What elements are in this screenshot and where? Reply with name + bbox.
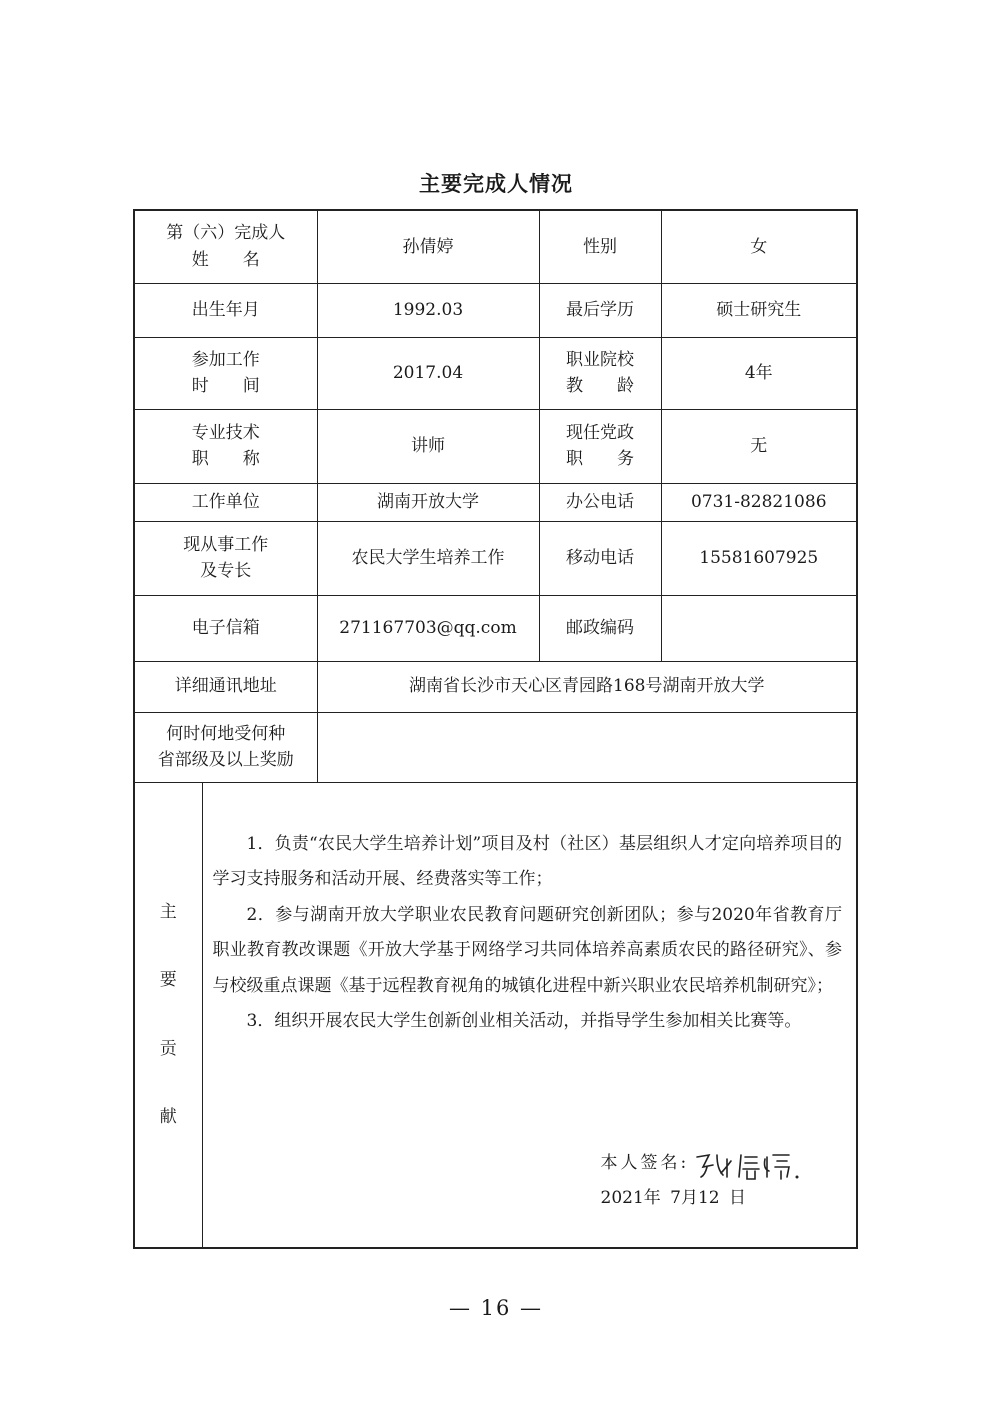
awards-value — [317, 712, 857, 782]
postcode-value — [661, 595, 857, 661]
completer-info-table — [133, 209, 858, 1249]
completer-name-label: 第（六）完成人 姓 名 — [134, 210, 317, 283]
page-number: — 16 — — [448, 1296, 544, 1320]
contribution-item: 3．组织开展农民大学生创新创业相关活动，并指导学生参加相关比赛等。 — [246, 1011, 802, 1031]
teaching-years-label: 职业院校 教 龄 — [539, 337, 661, 409]
table-row — [134, 712, 857, 782]
table-row — [134, 483, 857, 521]
education-label: 最后学历 — [539, 283, 661, 337]
table-row — [134, 595, 857, 661]
work-start-value: 2017.04 — [317, 337, 539, 409]
contribution-item: 2．参与湖南开放大学职业农民教育问题研究创新团队；参与2020年省教育厅职业教育教改课题《开放大学基于网络学习共同体培养高素质农民的路径研究》、参与校级重点课题《基于远程教育视角的城镇化进程中新兴职业农民培养机制研究》； — [212, 904, 842, 996]
party-position-value: 无 — [661, 409, 857, 483]
signature-line — [601, 1147, 804, 1181]
birth-label: 出生年月 — [134, 283, 317, 337]
employer-label: 工作单位 — [134, 483, 317, 521]
address-value: 湖南省长沙市天心区青园路168号湖南开放大学 — [317, 661, 857, 712]
gender-value: 女 — [661, 210, 857, 283]
current-work-value: 农民大学生培养工作 — [317, 521, 539, 595]
work-start-label: 参加工作 时 间 — [134, 337, 317, 409]
mobile-label: 移动电话 — [539, 521, 661, 595]
contribution-label: 主 要 贡 献 — [134, 782, 202, 1248]
employer-value: 湖南开放大学 — [317, 483, 539, 521]
page-title: 主要完成人情况 — [419, 172, 573, 196]
professional-title-value: 讲师 — [317, 409, 539, 483]
mobile-value: 15581607925 — [661, 521, 857, 595]
gender-label: 性别 — [539, 210, 661, 283]
table-row — [134, 521, 857, 595]
birth-value: 1992.03 — [317, 283, 539, 337]
postcode-label: 邮政编码 — [539, 595, 661, 661]
office-phone-label: 办公电话 — [539, 483, 661, 521]
email-label: 电子信箱 — [134, 595, 317, 661]
table-row — [134, 409, 857, 483]
party-position-label: 现任党政 职 务 — [539, 409, 661, 483]
current-work-label: 现从事工作 及专长 — [134, 521, 317, 595]
email-value: 271167703@qq.com — [317, 595, 539, 661]
office-phone-value: 0731-82821086 — [661, 483, 857, 521]
handwritten-signature — [693, 1147, 803, 1181]
contribution-content — [202, 782, 857, 1248]
education-value: 硕士研究生 — [661, 283, 857, 337]
table-row — [134, 661, 857, 712]
contribution-item: 1．负责“农民大学生培养计划”项目及村（社区）基层组织人才定向培养项目的学习支持服务和活动开展、经费落实等工作； — [212, 833, 842, 889]
professional-title-label: 专业技术 职 称 — [134, 409, 317, 483]
table-row — [134, 283, 857, 337]
table-row — [134, 782, 857, 1248]
table-row — [134, 210, 857, 283]
contribution-list — [213, 827, 843, 1040]
signature-label: 本人签名: — [600, 1153, 690, 1174]
awards-label: 何时何地受何种 省部级及以上奖励 — [134, 712, 317, 782]
signature-date: 2021年 7月12 日 — [600, 1187, 747, 1208]
table-row — [134, 337, 857, 409]
teaching-years-value: 4年 — [661, 337, 857, 409]
completer-name-value: 孙倩婷 — [317, 210, 539, 283]
address-label: 详细通讯地址 — [134, 661, 317, 712]
